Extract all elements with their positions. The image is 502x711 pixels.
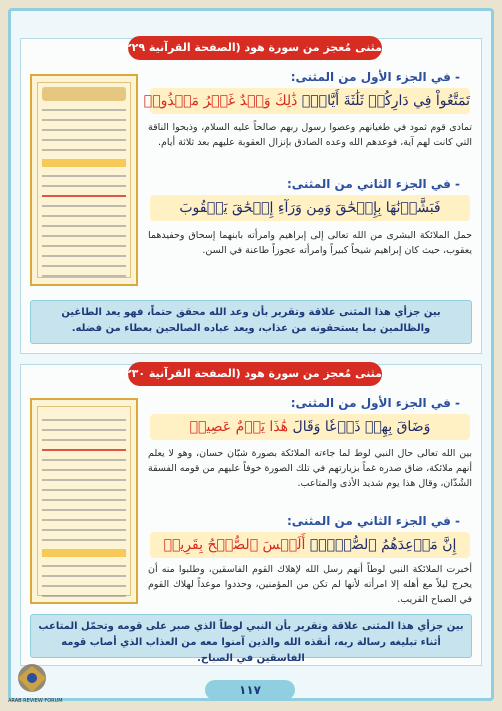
part2-verse-230	[150, 532, 470, 558]
part1-verse-229	[143, 88, 470, 114]
verse-prefix: وَضَاقَ بِهِمۡ ذَرۡعٗا وَقَالَ	[292, 419, 431, 435]
verse-prefix: تَمَتَّعُواْ فِي دَارِكُمۡ ثَلَٰثَةَ أَيَّامٍۖ	[301, 93, 470, 109]
part1-title-230: - في الجزء الأول من المثنى:	[290, 396, 460, 410]
part2-title-230: - في الجزء الثاني من المثنى:	[286, 514, 460, 528]
part1-title-229: - في الجزء الأول من المثنى:	[290, 70, 460, 84]
part1-explanation-230: بين الله تعالى حال النبي لوط لما جاءته الملائكة بصورة شبّان حسان، وهو لا يعلم أنهم ملائكة، ضاق صدره غماً بزيارتهم في تلك الصورة خوفاً عليهم من قومه الفسقة الشُذّان، وقال هذا يوم شديد الأذى والمتاعب.	[148, 448, 472, 489]
page-number: ١١٧	[205, 680, 295, 700]
summary-230: بين جزأي هذا المثنى علاقة وتقرير بأن النبي لوطاً الذي صبر على قومه وتحمّل المتاعب أثناء تبليغه رسالة ربه، أنقذه الله والذين آمنوا معه من العذاب الذي أصاب قومه الفاسقين في الصباح.	[30, 614, 472, 658]
verse-highlight: أَلَيۡسَ ٱلصُّبۡحُ بِقَرِيبٖ	[163, 537, 306, 553]
verse-highlight: ذَٰلِكَ وَعۡدٌ غَيۡرُ مَكۡذُوبٖ	[143, 93, 298, 109]
quran-page-image-230	[30, 398, 138, 604]
part1-verse-230	[150, 414, 470, 440]
part2-explanation-229: حمل الملائكة البشرى من الله تعالى إلى إبراهيم وامرأته بابنهما إسحاق وحفيدهما يعقوب، حيث كان إبراهيم شيخاً كبيراً وامرأته عجوزاً طاعنة في السن.	[148, 230, 472, 256]
quran-page-image-229	[30, 74, 138, 286]
summary-229: بين جزأي هذا المثنى علاقة وتقرير بأن وعد الله محقق حتماً، فهو يعد الطاغين والظالمين بما يستحقونه من عذاب، ويعد عباده الصالحين بعطاء من فضله.	[30, 300, 472, 344]
watermark-text: ARAB REVIEW FORUM	[8, 698, 63, 704]
part2-verse-229: فَبَشَّرۡنَٰهَا بِإِسۡحَٰقَ وَمِن وَرَآءِ إِسۡحَٰقَ يَعۡقُوبَ	[150, 195, 470, 221]
section-header-229: مثنى مُعجز من سورة هود (الصفحة القرآنية ٢٢٩)	[128, 36, 382, 60]
part2-title-229: - في الجزء الثاني من المثنى:	[286, 177, 460, 191]
section-header-230: مثنى مُعجز من سورة هود (الصفحة القرآنية ٢٣٠)	[128, 362, 382, 386]
part2-explanation-230: أخبرت الملائكة النبي لوطاً أنهم رسل الله لإهلاك القوم الفاسقين، وطلبوا منه أن يخرج ليلاً مع أهله إلا امرأته لأنها لم تكن من المؤمنين، وحددوا موعداً لهلاك القوم في الصباح القريب.	[148, 564, 472, 605]
part1-explanation-229: تمادى قوم ثمود في طغيانهم وعصوا رسول ربهم صالحاً عليه السلام، وذبحوا الناقة التي كانت لهم آية، فوعدهم الله وعده الصادق بإنزال العقوبة عليهم بعد ثلاثة أيام.	[148, 122, 472, 148]
forum-logo-icon	[10, 662, 54, 700]
verse-prefix: إِنَّ مَوۡعِدَهُمُ ٱلصُّبۡحُۚ	[309, 537, 457, 553]
verse-highlight: هَٰذَا يَوۡمٌ عَصِيبٞ	[189, 419, 289, 435]
